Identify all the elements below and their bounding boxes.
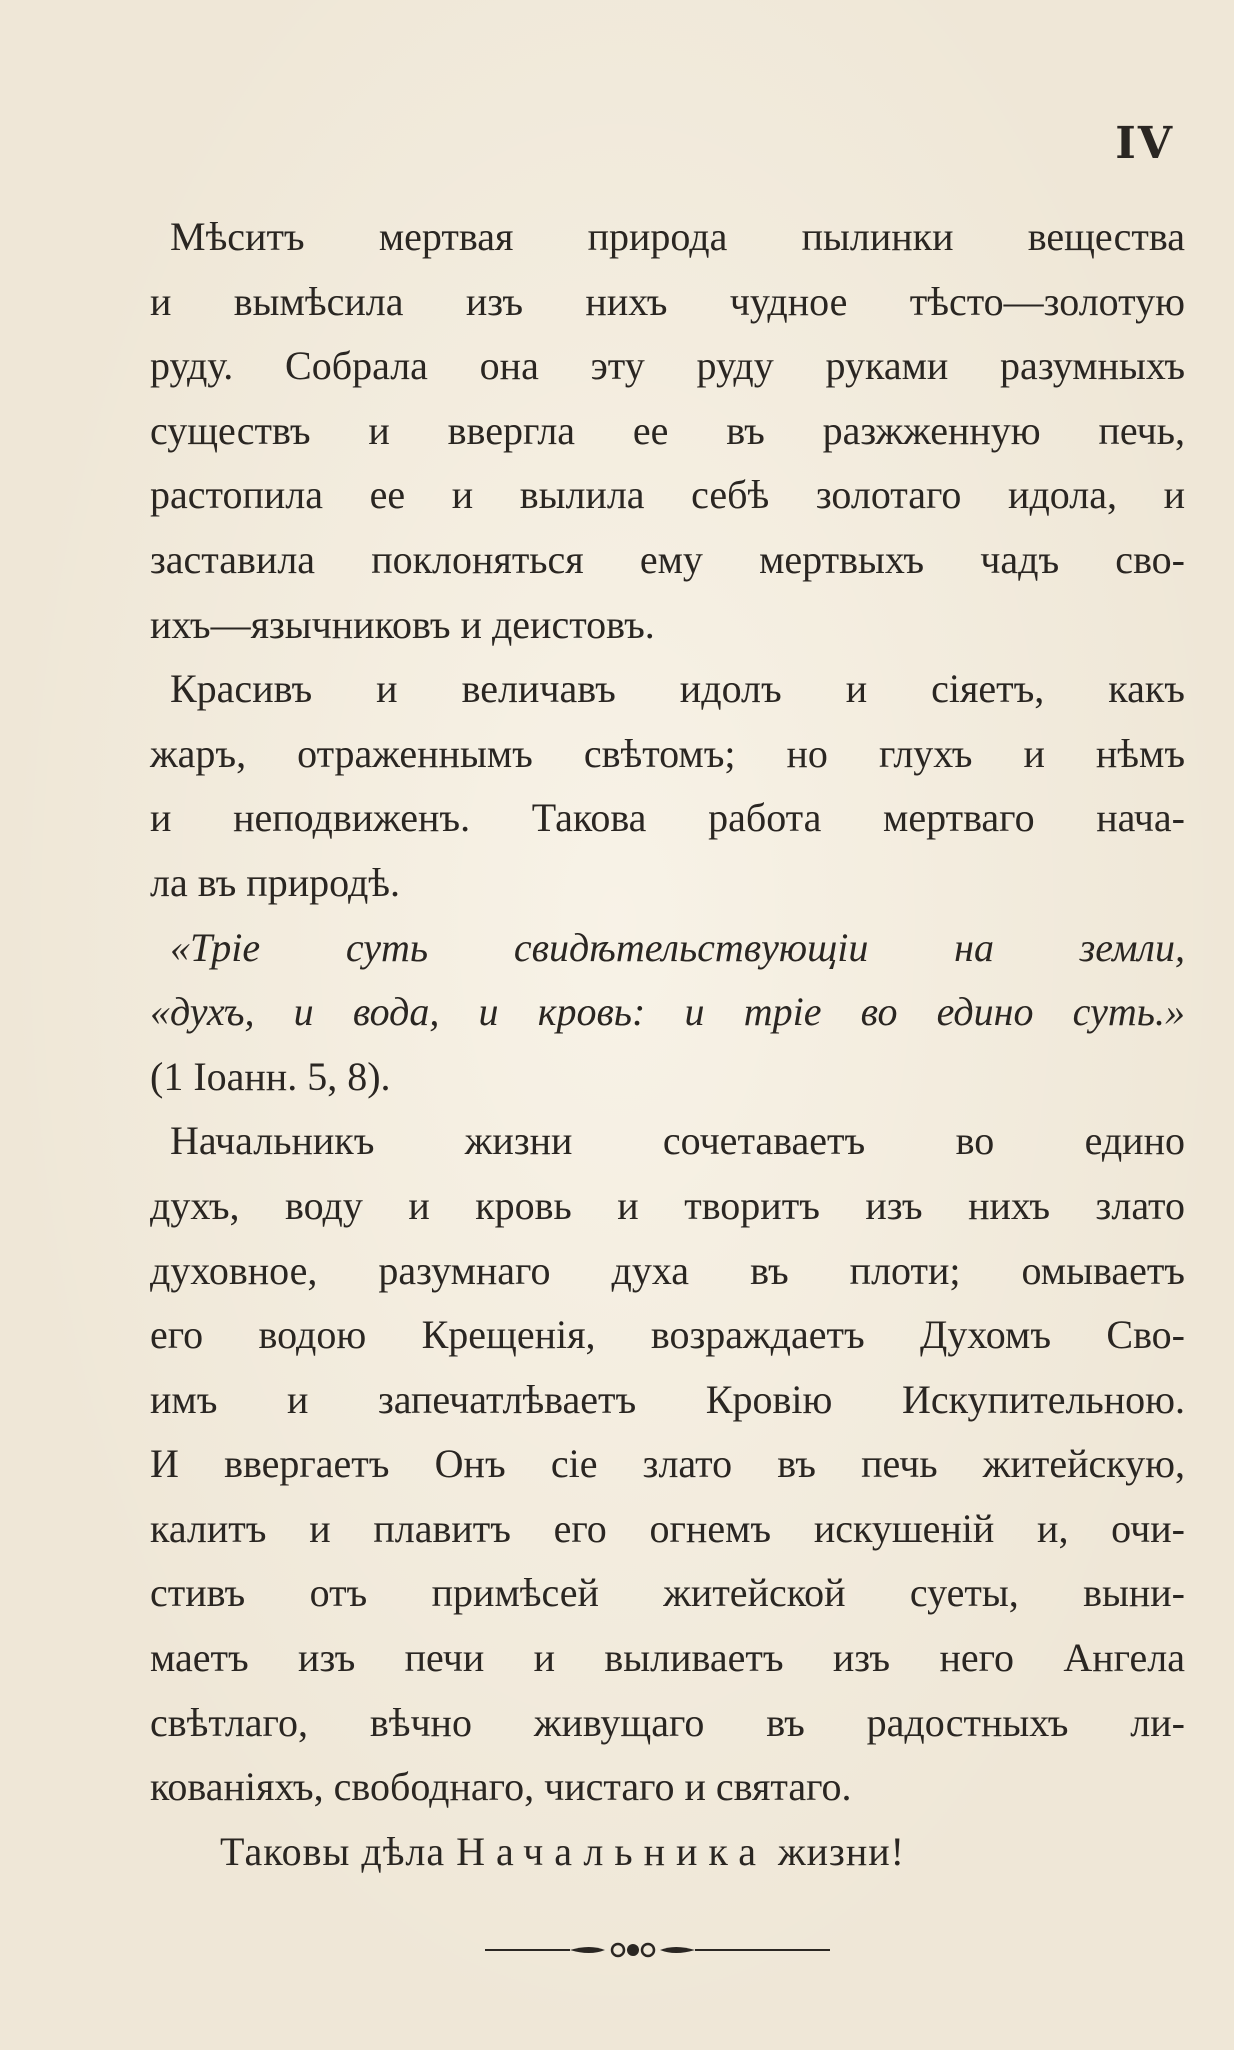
quote-line: «Тріе суть свидѣтельствующіи на земли, [170,924,1185,970]
text-line: существъ и ввергла ее въ разжженную печь, [150,407,1185,453]
text-line: ихъ—язычниковъ и деистовъ. [150,601,655,647]
citation: (1 Іоанн. 5, 8). [150,1053,391,1099]
text-line: И ввергаетъ Онъ сіе злато въ печь житейскую, [150,1441,1185,1487]
quote-line: «духъ, и вода, и кровь: и тріе во едино суть.» [150,989,1185,1035]
text-line: руду. Собрала она эту руду руками разумныхъ [150,343,1185,389]
page-number: IV [1115,118,1174,169]
closing-after: жизни! [767,1828,905,1874]
closing-line [150,1820,1185,1885]
text-line: и вымѣсила изъ нихъ чудное тѣсто—золотую [150,278,1185,324]
text-line: духъ, воду и кровь и творитъ изъ нихъ злато [150,1182,1185,1228]
body-text [150,205,1185,1884]
text-line: калитъ и плавитъ его огнемъ искушеній и, очи- [150,1505,1185,1551]
text-line: Мѣситъ мертвая природа пылинки вещества [170,214,1185,259]
text-line: духовное, разумнаго духа въ плоти; омываетъ [150,1247,1185,1293]
ornament-divider [0,1938,1234,1962]
text-line: стивъ отъ примѣсей житейской суеты, выни- [150,1570,1185,1616]
text-line: заставила поклоняться ему мертвыхъ чадъ сво- [150,536,1185,582]
closing-before: Таковы дѣла [220,1828,457,1874]
text-line: растопила ее и вылила себѣ золотаго идола, и [150,472,1185,518]
text-line: жаръ, отраженнымъ свѣтомъ; но глухъ и нѣмъ [150,730,1185,776]
text-line: Красивъ и величавъ идолъ и сіяетъ, какъ [170,666,1185,712]
text-line: и неподвиженъ. Такова работа мертваго нача- [150,795,1185,841]
text-line: кованіяхъ, свободнаго, чистаго и святаго. [150,1764,852,1810]
closing-spaced-word: Начальника [456,1828,767,1874]
text-line: его водою Крещенія, возраждаетъ Духомъ Сво- [150,1312,1185,1358]
text-line: Начальникъ жизни сочетаваетъ во едино [170,1118,1185,1164]
text-line: ла въ природѣ. [150,859,401,905]
text-line: имъ и запечатлѣваетъ Кровію Искупительною. [150,1376,1185,1422]
text-line: свѣтлаго, вѣчно живущаго въ радостныхъ ли- [150,1699,1185,1745]
text-line: маетъ изъ печи и выливаетъ изъ него Ангела [150,1635,1185,1681]
